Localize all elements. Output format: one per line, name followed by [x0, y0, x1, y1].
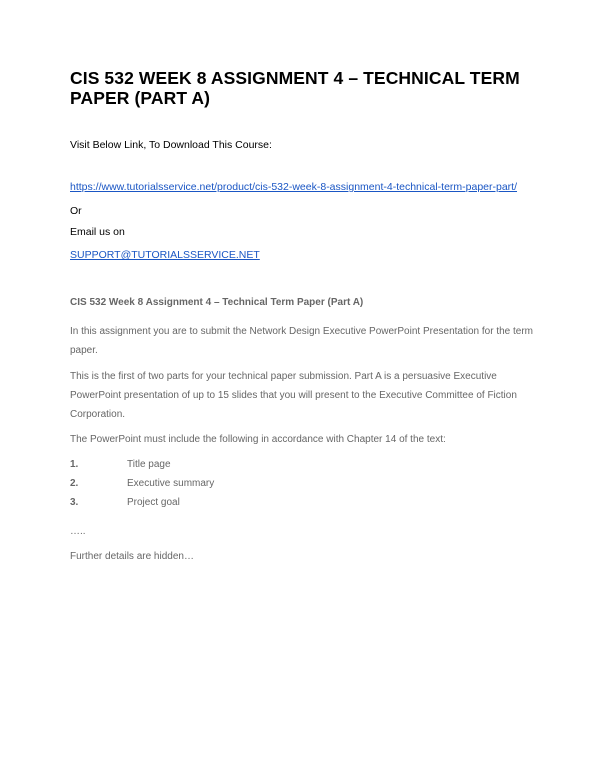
hidden-details-note: Further details are hidden… [70, 551, 194, 562]
support-email-link[interactable]: SUPPORT@TUTORIALSSERVICE.NET [70, 249, 260, 261]
section-heading: CIS 532 Week 8 Assignment 4 – Technical Term Paper (Part A) [70, 297, 364, 308]
list-item [70, 459, 540, 475]
page-title: CIS 532 WEEK 8 ASSIGNMENT 4 – TECHNICAL TERM PAPER (PART A) [70, 68, 520, 108]
list-number: 1. [70, 459, 79, 470]
course-download-link[interactable]: https://www.tutorialsservice.net/product/cis-532-week-8-assignment-4-technical-term-paper-part/ [70, 181, 518, 193]
paragraph-part-a: This is the first of two parts for your technical paper submission. Part A is a persuasive Executive PowerPoint presentation of up to 15 slides that you will present to the Executive Committee of Fiction Corporation. [70, 371, 517, 420]
list-text: Executive summary [127, 478, 215, 489]
list-text: Project goal [127, 497, 180, 508]
or-text: Or [70, 205, 82, 217]
paragraph-intro: In this assignment you are to submit the Network Design Executive PowerPoint Presentation for the term paper. [70, 326, 533, 356]
list-number: 2. [70, 478, 79, 489]
list-number: 3. [70, 497, 79, 508]
list-item [70, 478, 540, 494]
list-item [70, 497, 540, 513]
paragraph-requirements: The PowerPoint must include the following in accordance with Chapter 14 of the text: [70, 434, 446, 445]
ellipsis-text: ….. [70, 526, 86, 537]
visit-instruction: Visit Below Link, To Download This Course: [70, 139, 272, 151]
email-label: Email us on [70, 226, 125, 238]
list-text: Title page [127, 459, 171, 470]
